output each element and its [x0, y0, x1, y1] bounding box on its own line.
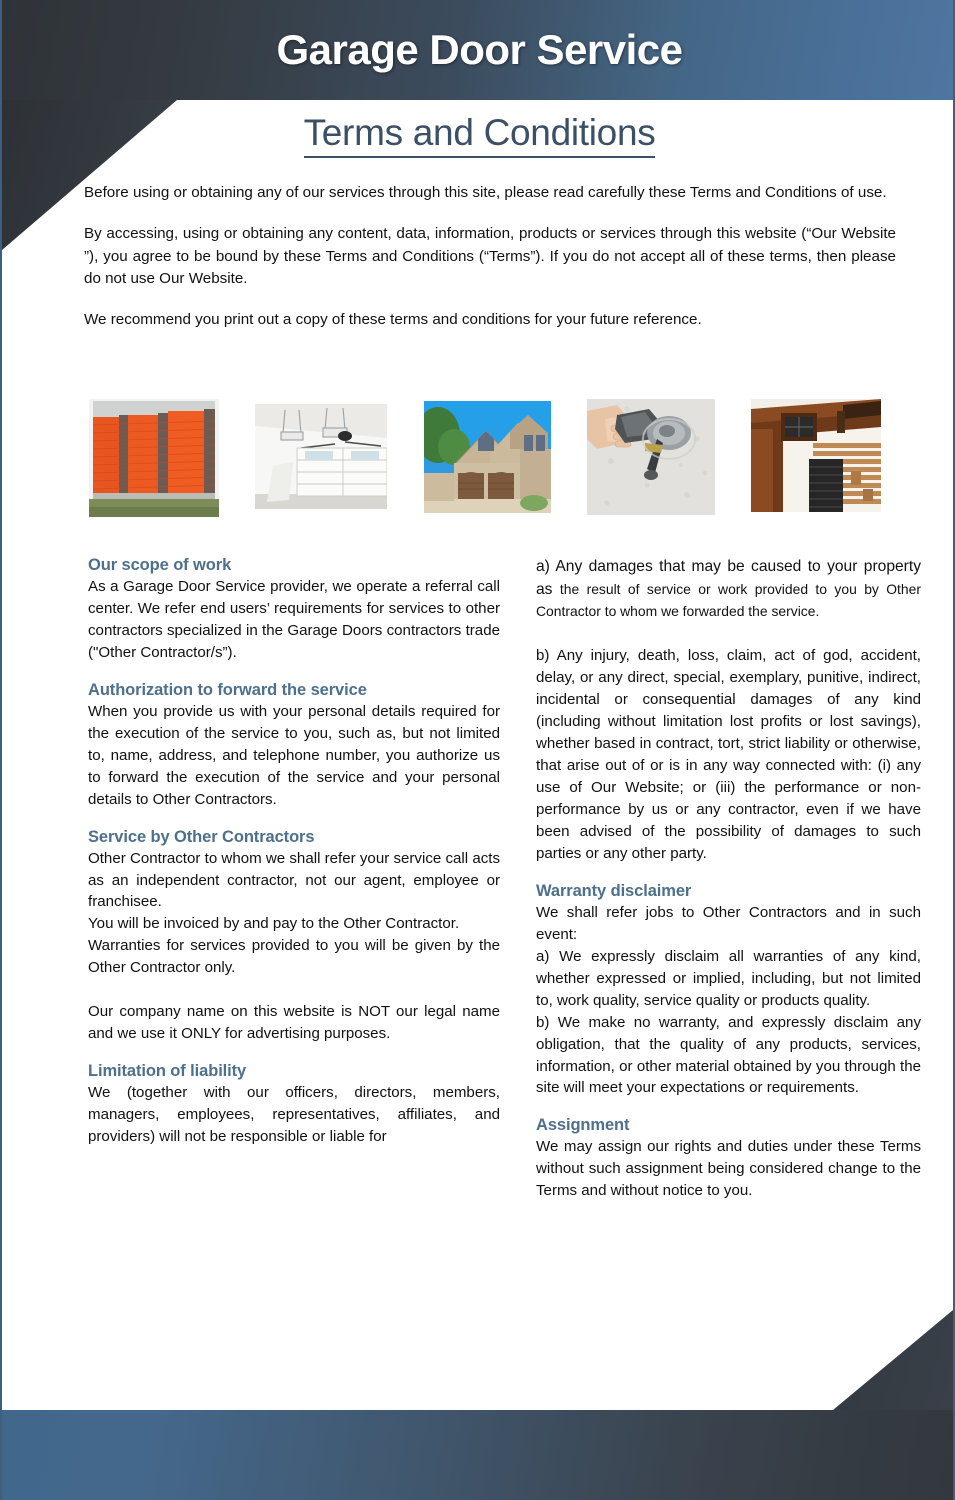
section-body-part-2: a) We expressly disclaim all warranties of any kind, whether expressed or implied, including, but not limited to, work quality, service quality or products quality. — [536, 947, 921, 1009]
section-body: As a Garage Door Service provider, we operate a referral call center. We refer end users’ requirements for services to other contractors specialized in the Garage Doors contractors trade ("Other Contractor/s”). — [88, 578, 500, 661]
liability-item-a — [536, 556, 921, 623]
intro-block — [84, 182, 896, 351]
spacer — [536, 623, 921, 645]
section-body: We (together with our officers, directors, members, managers, employees, representatives, affiliates, and providers) will not be responsible or liable for — [88, 1084, 500, 1146]
section-body-part-1: Other Contractor to whom we shall refer your service call acts as an independent contractor, not our agent, employee or franchisee. — [88, 849, 500, 911]
section-heading: Authorization to forward the service — [88, 680, 367, 699]
liability-item-a-rest: the result of service or work provided to you by Other Contractor to whom we forwarded the service. — [536, 580, 921, 620]
document-title — [2, 112, 955, 154]
spacer — [536, 865, 921, 882]
spacer — [88, 979, 500, 1001]
right-column — [536, 556, 921, 1202]
body-columns — [2, 556, 955, 1386]
hand-tool-repair-photo — [587, 399, 715, 515]
brick-house-double-garage-photo — [424, 401, 551, 513]
liability-item-b: b) Any injury, death, loss, claim, act of god, accident, delay, or any direct, special, exemplary, punitive, indirect, incidental or consequential damages of any kind (including without limitation lost profits or lost savings), whether based in contract, tort, strict liability or otherwise, that arise out of or is in any way connected with: (i) any use of Our Website; or (iii) the performance or non-performance by us or any contractor, even if we have been advised of the possibility of damages to such parties or any other party. — [536, 647, 921, 862]
document-title-text: Terms and Conditions — [304, 112, 656, 158]
intro-paragraph-2: By accessing, using or obtaining any content, data, information, products or services through this website (“Our Website ”), you agree to be bound by these Terms and Conditions (“Terms”). If you do not accept all of these terms, then please do not use Our Website. — [84, 225, 896, 288]
modern-wood-garage-photo — [751, 399, 881, 512]
section-body-part-4: Our company name on this website is NOT our legal name and we use it ONLY for advertising purposes. — [88, 1003, 500, 1043]
spacer — [536, 1099, 921, 1116]
section-assignment — [536, 1116, 921, 1202]
left-column — [88, 556, 500, 1148]
section-body-part-3: b) We make no warranty, and expressly disclaim any obligation, that the quality of any products, services, information, or other material obtained by you through the site will meet your expectations or requirements. — [536, 1013, 921, 1097]
section-body: We may assign our rights and duties under these Terms without such assignment being considered change to the Terms and without notice to you. — [536, 1138, 921, 1200]
liability-item-a-lead: a) Any damages that may be caused to your property as — [536, 558, 921, 598]
section-authorization-to-forward — [88, 681, 500, 811]
section-body: When you provide us with your personal details required for the execution of the service to you, such as, but not limited to, name, address, and telephone number, you authorize us to forward the execution of the service and your personal details to Other Contractors. — [88, 702, 500, 808]
section-heading: Service by Other Contractors — [88, 827, 315, 846]
spacer — [88, 664, 500, 681]
spacer — [88, 1045, 500, 1062]
section-warranty-disclaimer — [536, 882, 921, 1100]
section-heading: Warranty disclaimer — [536, 881, 692, 900]
photo-strip — [89, 399, 881, 517]
footer-band — [2, 1410, 955, 1500]
intro-paragraph-1: Before using or obtaining any of our services through this site, please read carefully these Terms and Conditions of use. — [84, 184, 887, 201]
section-heading: Limitation of liability — [88, 1062, 247, 1081]
intro-paragraph-3: We recommend you print out a copy of these terms and conditions for your future reference. — [84, 311, 702, 329]
page-title: Garage Door Service — [276, 26, 683, 73]
section-service-by-other-contractors — [88, 828, 500, 1046]
white-garage-interior-photo — [255, 404, 387, 509]
section-heading: Assignment — [536, 1116, 630, 1135]
orange-storage-garage-doors-photo — [89, 399, 219, 517]
section-body-part-3: Warranties for services provided to you will be given by the Other Contractor only. — [88, 937, 500, 977]
spacer — [88, 811, 500, 828]
section-body-part-2: You will be invoiced by and pay to the Other Contractor. — [88, 915, 460, 933]
section-body-part-1: We shall refer jobs to Other Contractors and in such event: — [536, 903, 921, 943]
section-heading: Our scope of work — [88, 556, 232, 574]
section-our-scope-of-work — [88, 556, 500, 664]
section-limitation-of-liability — [88, 1062, 500, 1148]
